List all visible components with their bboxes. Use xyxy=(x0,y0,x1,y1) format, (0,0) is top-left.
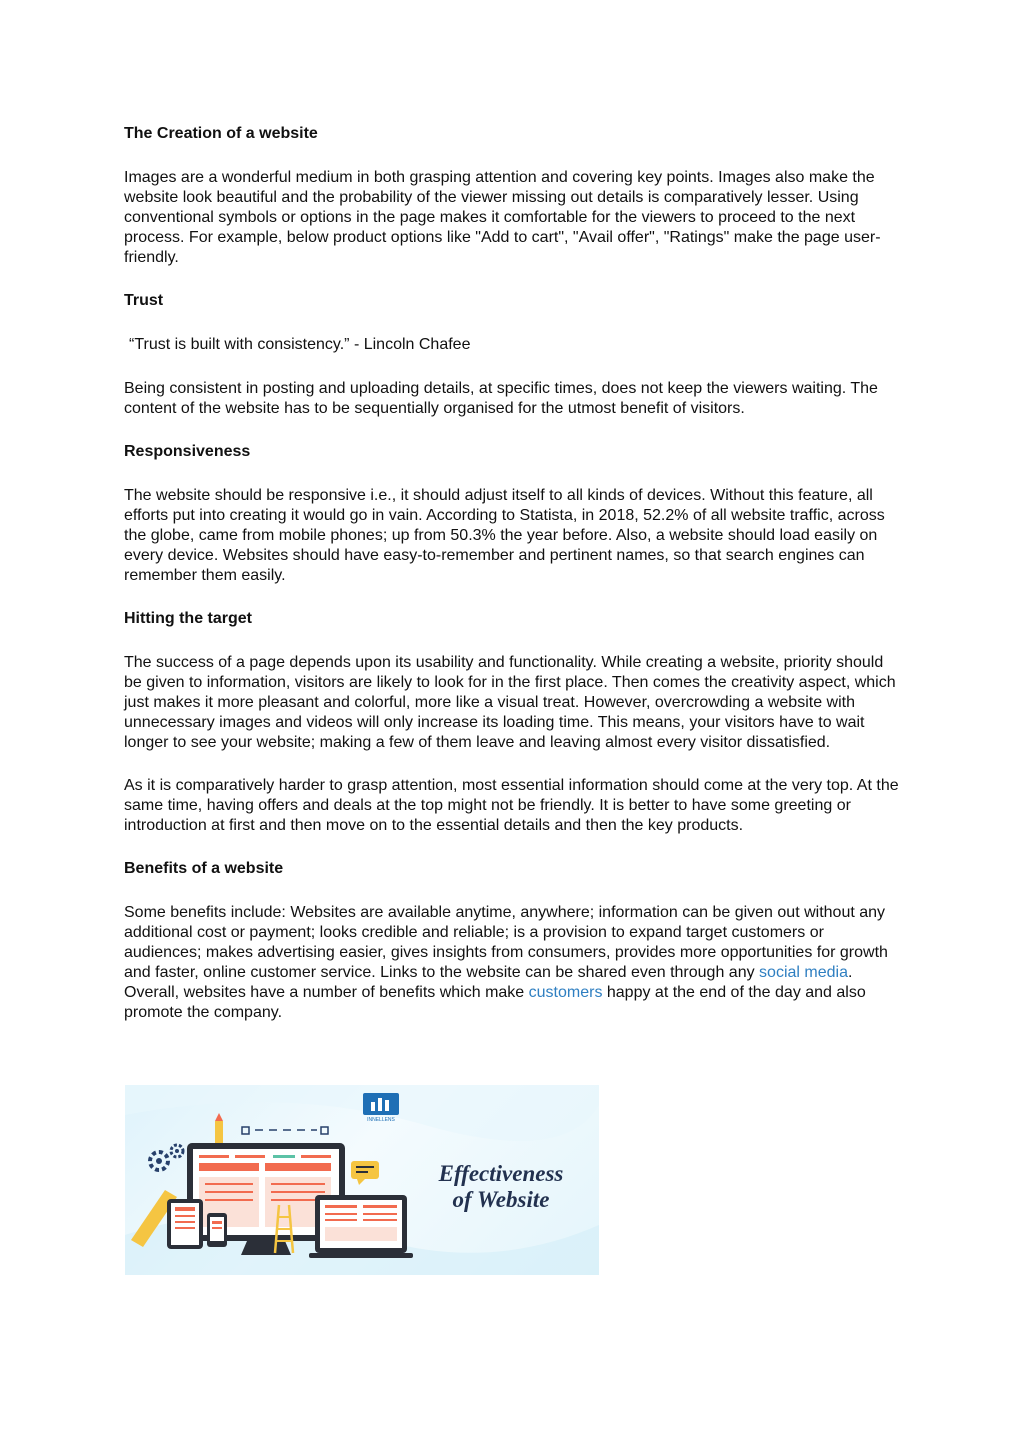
article-body xyxy=(124,124,904,1023)
benefits-text-3: happy at the end of the day and also promote the company. xyxy=(124,984,866,1021)
customers-link[interactable]: customers xyxy=(528,984,603,1001)
quote-trust: “Trust is built with consistency.” - Lincoln Chafee xyxy=(129,336,471,353)
paragraph-creation: Images are a wonderful medium in both grasping attention and covering key points. Images also make the website look beautiful and the probability of the viewer missing out details is comparatively lesser. Using conventional symbols or options in the page makes it comfortable for the viewers to proceed to the next process. For example, below product options like "Add to cart", "Avail offer", "Ratings" make the page user-friendly. xyxy=(124,169,881,266)
tablet-icon xyxy=(167,1199,203,1249)
paragraph-trust: Being consistent in posting and uploading details, at specific times, does not keep the viewers waiting. The content of the website has to be sequentially organised for the utmost benefit of visitors. xyxy=(124,380,878,417)
gears-icon xyxy=(150,1145,183,1170)
banner-title-line1: Effectiveness xyxy=(438,1161,564,1186)
heading-benefits: Benefits of a website xyxy=(124,860,284,877)
social-media-link[interactable]: social media xyxy=(759,964,848,981)
laptop-icon xyxy=(309,1195,413,1258)
svg-text:INNELLENS: INNELLENS xyxy=(367,1117,395,1123)
heading-target: Hitting the target xyxy=(124,610,252,627)
paragraph-target-1: The success of a page depends upon its usability and functionality. While creating a website, priority should be given to information, visitors are likely to look for in the first place. Then comes the creativity aspect, which just makes it more pleasant and colorful, more like a visual treat. However, overcrowding a website with unnecessary images and videos will only increase its loading time. This means, your visitors have to wait longer to see your website; making a few of them leave and leaving almost every visitor dissatisfied. xyxy=(124,654,896,751)
effectiveness-banner-image xyxy=(125,1085,599,1275)
benefits-text-1: Some benefits include: Websites are available anytime, anywhere; information can be given out without any additional cost or payment; looks credible and reliable; is a provision to expand target customers or audiences; makes advertising easier, gives insights from consumers, provides more opportunities for growth and faster, online customer service. Links to the website can be shared even through any xyxy=(124,904,888,981)
heading-trust: Trust xyxy=(124,292,164,309)
paragraph-target-2: As it is comparatively harder to grasp attention, most essential information should come at the very top. At the same time, having offers and deals at the top might not be friendly. It is better to have some greeting or introduction at first and then move on to the essential details and then the key products. xyxy=(124,777,899,834)
sitemap-dashes-icon xyxy=(242,1127,328,1134)
paragraph-responsiveness: The website should be responsive i.e., it should adjust itself to all kinds of devices. Without this feature, all efforts put into creating it would go in vain. According to Statista, in 2018, 52.2% of all website traffic, across the globe, came from mobile phones; up from 50.3% the year before. Also, a website should load easily on every device. Websites should have easy-to-remember and pertinent names, so that search engines can remember them easily. xyxy=(124,487,885,584)
banner-title-line2: of Website xyxy=(452,1187,550,1212)
benefits-text-2: . Overall, websites have a number of benefits which make xyxy=(124,964,853,1001)
phone-icon xyxy=(207,1213,227,1247)
heading-responsiveness: Responsiveness xyxy=(124,443,251,460)
paragraph-benefits xyxy=(124,903,904,1023)
innellens-logo xyxy=(363,1093,399,1123)
chat-bubble-icon xyxy=(351,1161,379,1185)
heading-creation: The Creation of a website xyxy=(124,125,318,142)
